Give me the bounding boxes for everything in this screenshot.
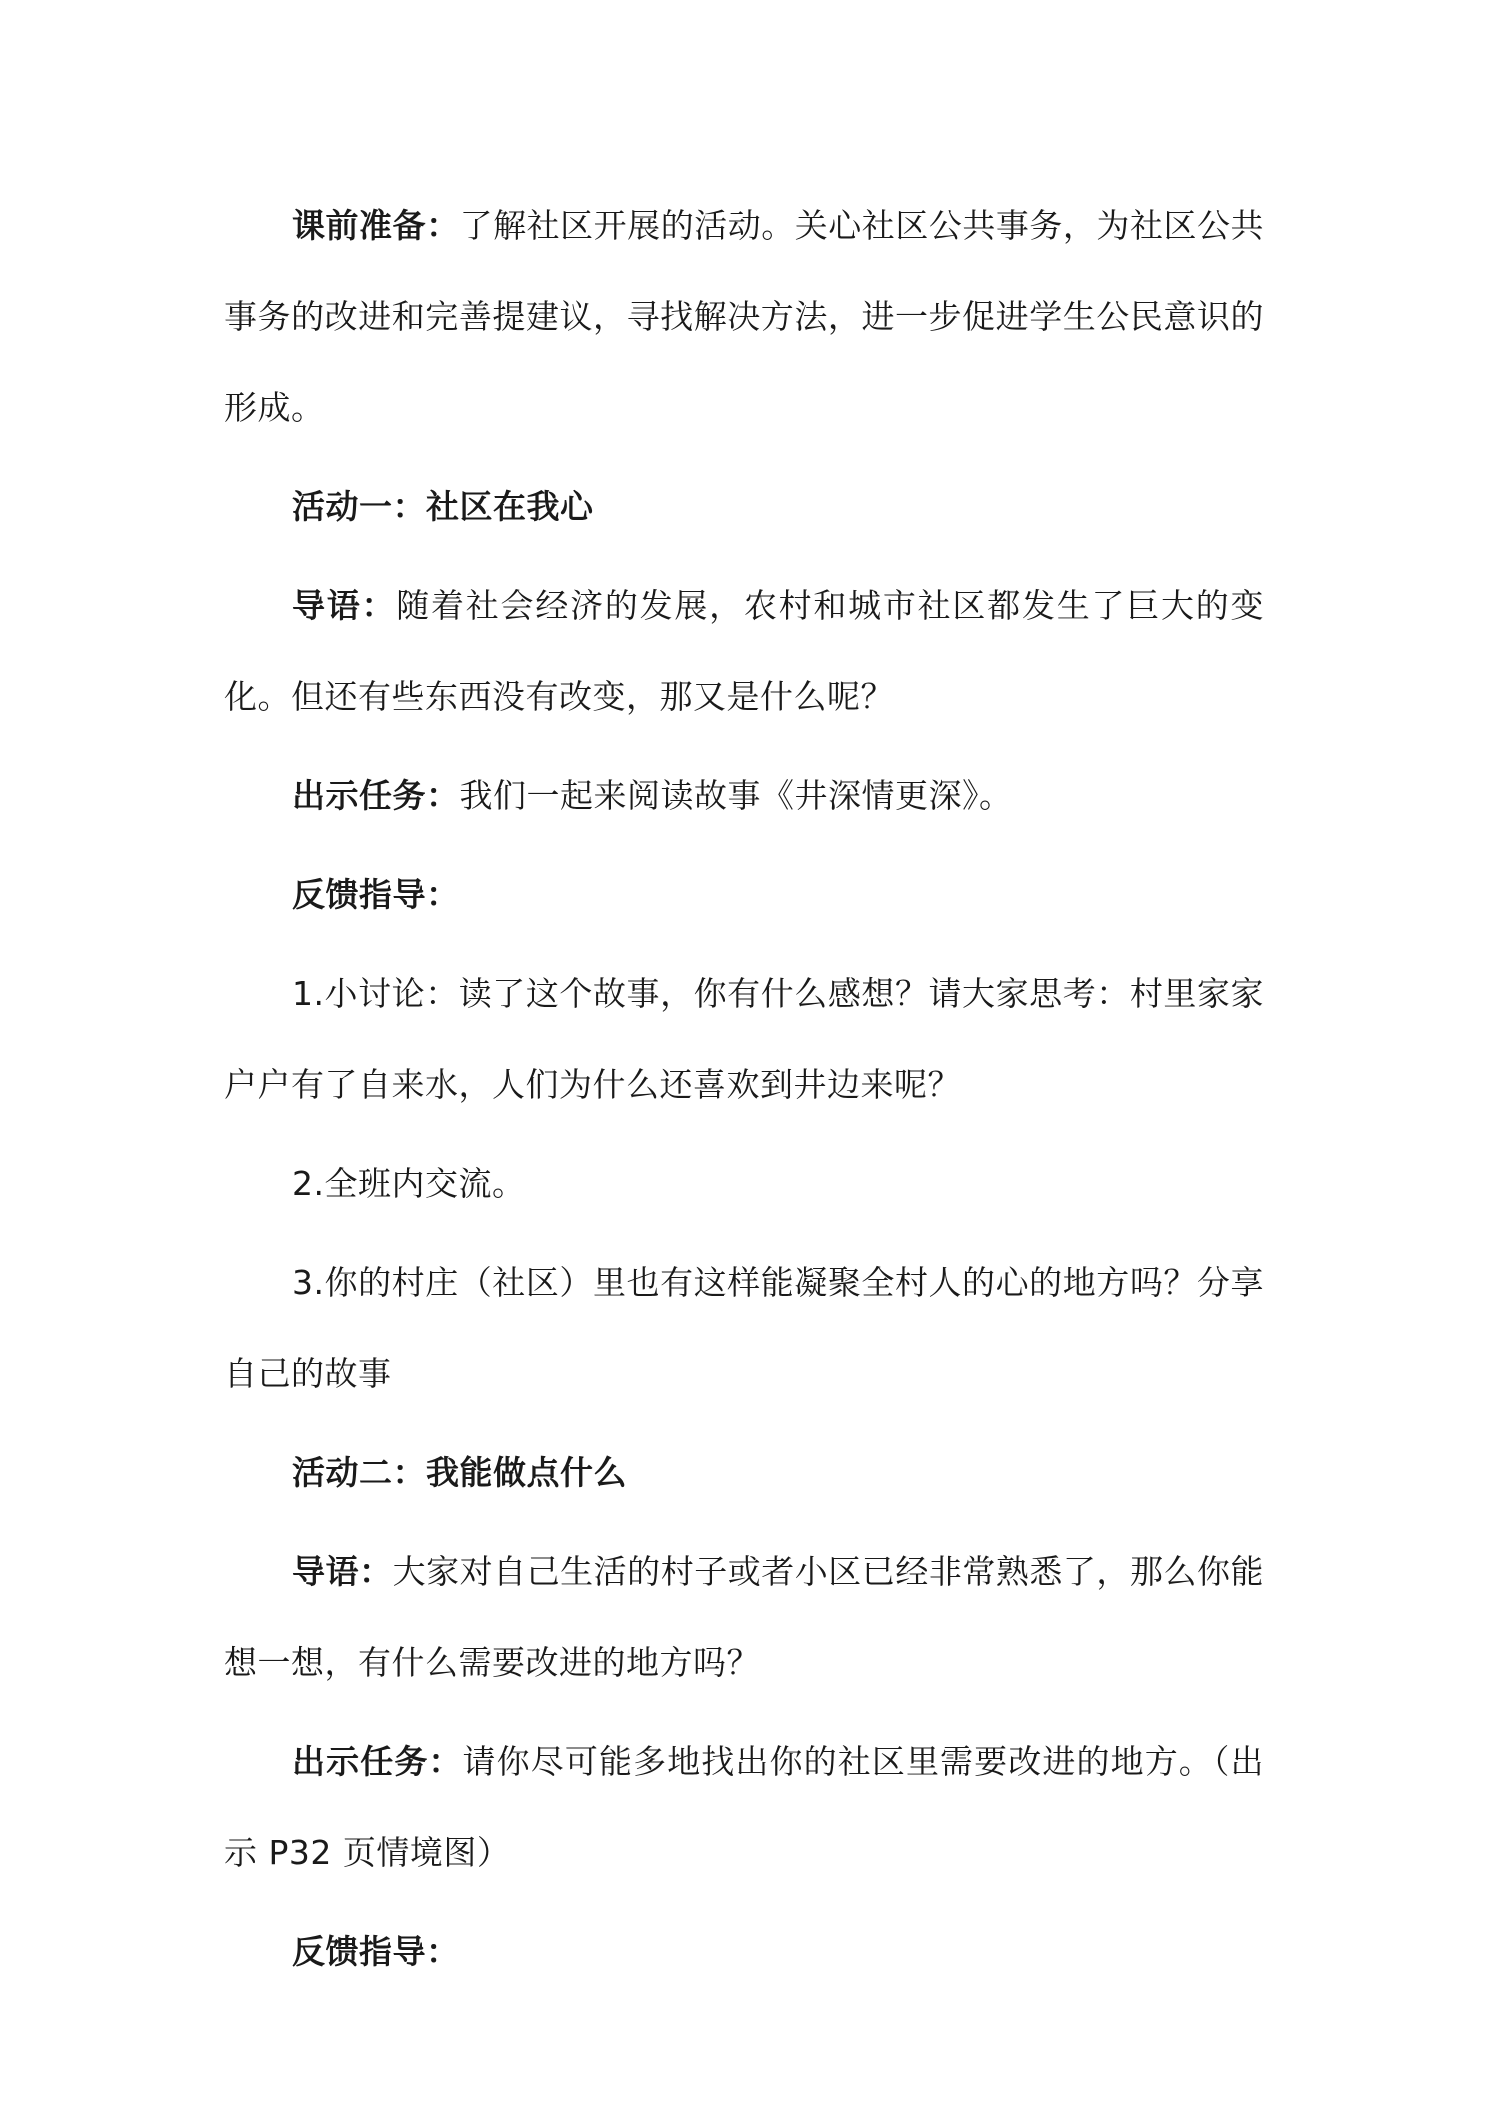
paragraph-text: 了解社区开展的活动。关心社区公共事务，为社区公共事务的改进和完善提建议，寻找解决方法，进一步促进学生公民意识的形成。 [224, 206, 1265, 427]
section-heading-activity-one: 活动一：社区在我心 [292, 487, 594, 526]
paragraph-item-3: 3.你的村庄（社区）里也有这样能凝聚全村人的心的地方吗？分享自己的故事 [224, 1263, 1264, 1393]
paragraph-label: 出示任务： [292, 1742, 463, 1781]
section-heading-feedback-one: 反馈指导： [292, 875, 460, 914]
paragraph-task-one [224, 750, 1264, 841]
paragraph-text: 请你尽可能多地找出你的社区里需要改进的地方。（出示 P32 页情境图） [224, 1742, 1265, 1872]
paragraph-task-two [224, 1716, 1264, 1898]
paragraph-intro-one [224, 560, 1264, 742]
paragraph-text: 大家对自己生活的村子或者小区已经非常熟悉了，那么你能想一想，有什么需要改进的地方吗？ [224, 1552, 1265, 1682]
paragraph-item-1: 1.小讨论：读了这个故事，你有什么感想？请大家思考：村里家家户户有了自来水，人们为什么还喜欢到井边来呢？ [224, 974, 1264, 1104]
paragraph-label: 导语： [292, 586, 397, 625]
paragraph-preparation [224, 180, 1264, 453]
document-body [224, 180, 1264, 2005]
paragraph-intro-two [224, 1526, 1264, 1708]
section-heading-feedback-two: 反馈指导： [292, 1932, 460, 1971]
paragraph-text: 我们一起来阅读故事《井深情更深》。 [459, 776, 1013, 815]
section-heading-activity-two: 活动二：我能做点什么 [292, 1453, 627, 1492]
paragraph-label: 导语： [292, 1552, 393, 1591]
paragraph-item-2: 2.全班内交流。 [292, 1164, 526, 1203]
paragraph-text: 随着社会经济的发展，农村和城市社区都发生了巨大的变化。但还有些东西没有改变，那又是什么呢？ [224, 586, 1265, 716]
paragraph-label: 课前准备： [292, 206, 460, 245]
paragraph-label: 出示任务： [292, 776, 460, 815]
